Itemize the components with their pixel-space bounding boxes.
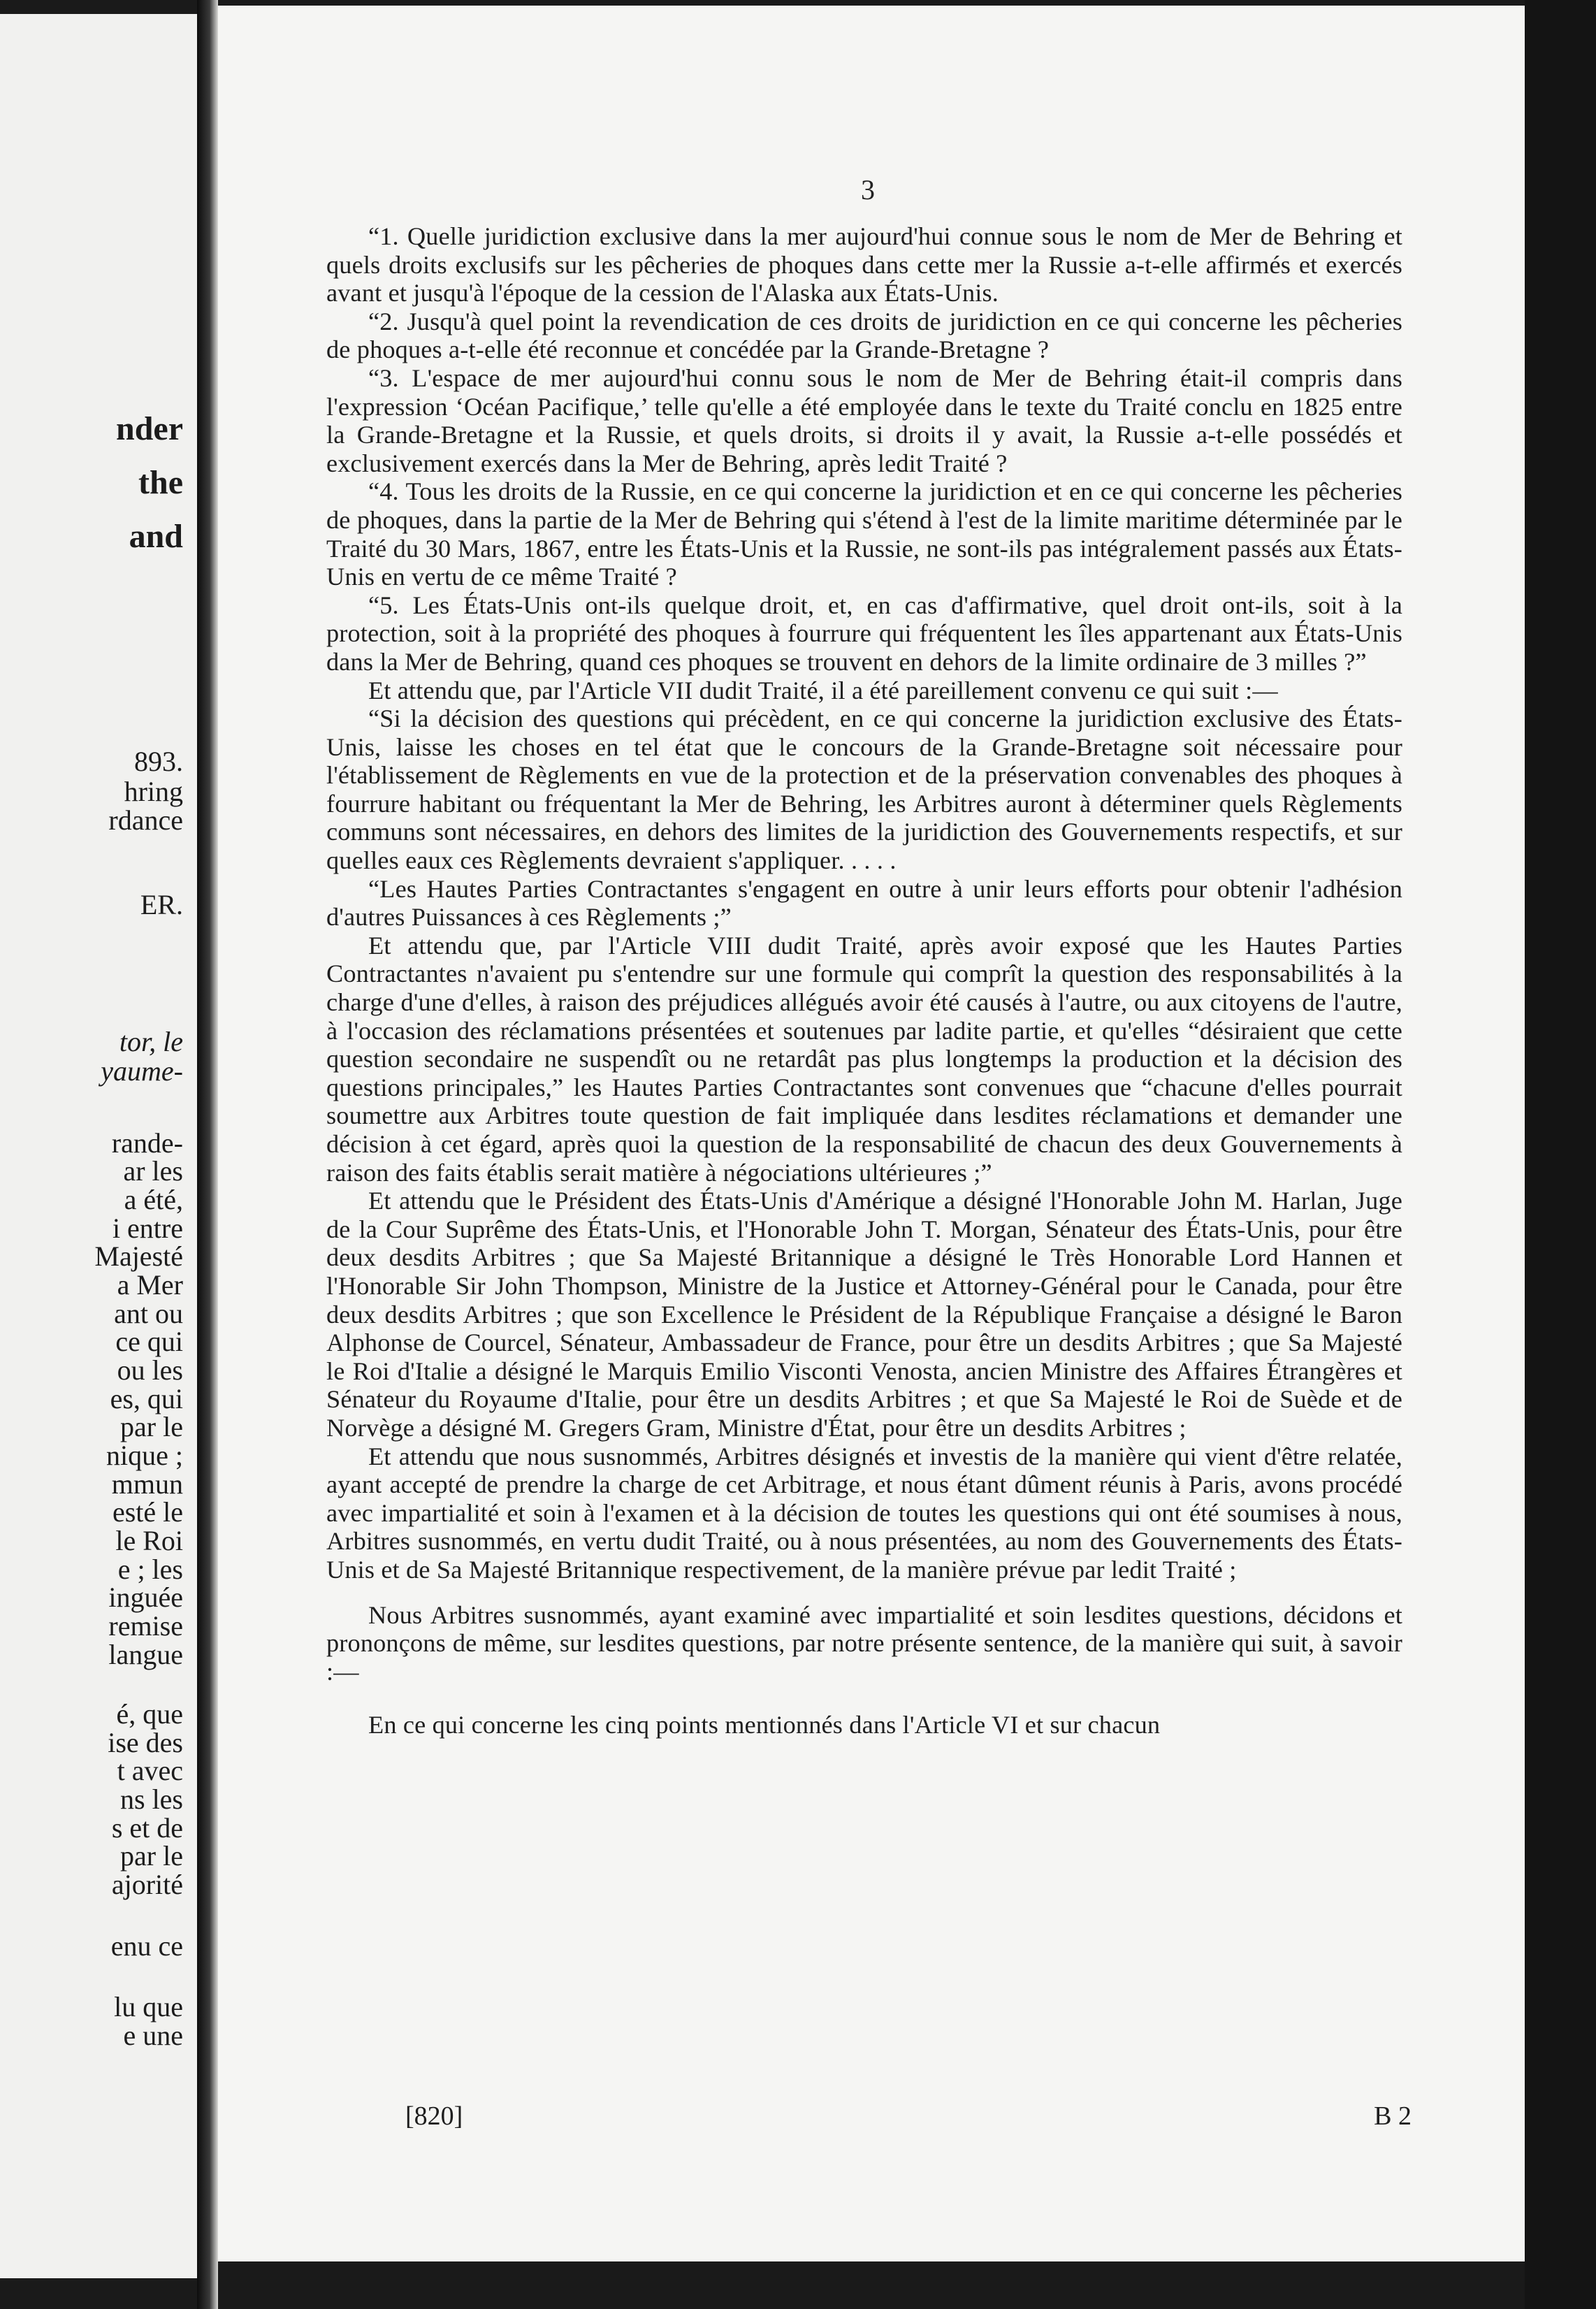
left-page-line: le Roi <box>115 1525 183 1556</box>
paragraph-five-points: En ce qui concerne les cinq points mentionnés dans l'Article VI et sur chacun <box>368 1711 1161 1739</box>
paragraph-question-4: “4. Tous les droits de la Russie, en ce qui concerne la juridiction et en ce qui concerne les pêcheries de phoques, dans la partie de la Mer de Behring qui s'étend à l'est de la limite maritime déterminée par le Traité du 30 Mars, 1867, entre les États-Unis et la Russie, ne sont-ils pas intégralement passés aux États-Unis en vertu de ce même Traité ? <box>326 477 1402 591</box>
left-page-line: rdance <box>108 804 183 836</box>
paragraph-article-viii: Et attendu que, par l'Article VIII dudit Traité, après avoir exposé que les Hautes Parties Contractantes n'avaient pu s'entendre sur une formule qui comprît la question des responsabilités à la charge d'une d'elles, à raison des préjudices allégués avoir été causés à l'autre, ou aux citoyens de l'autre, à l'occasion des réclamations présentées et soutenues par ladite partie, et qu'elles “désiraient que cette question secondaire ne suspendît ou ne retardât pas plus longtemps la production et la décision des questions principales,” les Hautes Parties Contractantes sont convenues que “chacune d'elles pourrait soumettre aux Arbitres toute question de fait impliquée dans lesdites réclamations et demander une décision à cet égard, après quoi la question de la responsabilité de chacun des deux Gouvernements à raison des faits établis serait matière à négociations ultérieures ;” <box>326 931 1402 1187</box>
left-page-line: ajorité <box>111 1869 183 1900</box>
previous-page-strip <box>0 14 197 2278</box>
left-page-line: ER. <box>140 889 183 920</box>
page-number: 3 <box>861 174 875 205</box>
left-page-line: mmun <box>111 1468 183 1500</box>
page-footer <box>405 2101 1412 2136</box>
left-page-line: e une <box>123 2020 183 2051</box>
left-page-line: a Mer <box>117 1269 183 1301</box>
left-page-line: yaume- <box>101 1055 183 1087</box>
left-page-line: langue <box>108 1639 183 1670</box>
left-page-line: é, que <box>116 1698 183 1730</box>
book-gutter <box>197 0 218 2309</box>
left-page-line: i entre <box>112 1213 183 1244</box>
left-page-line: s et de <box>111 1812 183 1844</box>
left-page-line: Majesté <box>94 1240 183 1272</box>
left-page-line: ant ou <box>114 1298 183 1329</box>
signature-code: B 2 <box>1374 2101 1412 2131</box>
paragraph-contracting-parties: “Les Hautes Parties Contractantes s'engagent en outre à unir leurs efforts pour obtenir l'adhésion d'autres Puissances à ces Règlements ;” <box>326 874 1402 932</box>
left-page-line: es, qui <box>110 1383 183 1414</box>
left-page-line: hring <box>124 776 183 807</box>
paragraph-article-vii: Et attendu que, par l'Article VII dudit Traité, il a été pareillement convenu ce qui suit :— <box>368 676 1278 704</box>
left-page-line: ise des <box>108 1727 183 1758</box>
left-page-line: t avec <box>117 1755 183 1786</box>
left-page-line: tor, le <box>119 1026 183 1057</box>
left-page-line: and <box>129 518 183 555</box>
left-page-line: nder <box>116 410 183 447</box>
left-page-line: par le <box>120 1411 183 1442</box>
left-page-line: remise <box>108 1610 183 1642</box>
left-page-line: lu que <box>114 1991 183 2022</box>
left-page-line: e ; les <box>117 1554 183 1585</box>
left-page-line: ns les <box>120 1783 183 1815</box>
document-page <box>218 6 1525 2261</box>
left-page-line: ce qui <box>115 1326 183 1357</box>
print-mark: [820] <box>405 2101 463 2131</box>
paragraph-question-2: “2. Jusqu'à quel point la revendication de ces droits de juridiction en ce qui concerne les pêcheries de phoques a-t-elle été reconnue et concédée par la Grande-Bretagne ? <box>326 307 1402 364</box>
page-body <box>326 222 1402 1739</box>
left-page-line: inguée <box>108 1581 183 1613</box>
left-page-line: ou les <box>117 1354 183 1386</box>
paragraph-arbitrators-met: Et attendu que nous susnommés, Arbitres désignés et investis de la manière qui vient d'être relatée, ayant accepté de prendre la charge de cet Arbitrage, et nous étant dûment réunis à Paris, avons procédé avec impartialité et soin à l'examen et à la décision de toutes les questions qui ont été soumises à nous, Arbitres susnommés, en vertu dudit Traité, ou à nous présentées, au nom des Gouvernements des États-Unis et de Sa Majesté Britannique respectivement, de la manière prévue par ledit Traité ; <box>326 1442 1402 1584</box>
page-edge-shadow <box>1525 0 1596 2309</box>
paragraph-arbitrators-designated: Et attendu que le Président des États-Unis d'Amérique a désigné l'Honorable John M. Harlan, Juge de la Cour Suprême des États-Unis, et l'Honorable John T. Morgan, Sénateur des États-Unis, pour être deux desdits Arbitres ; que Sa Majesté Britannique a désigné le Très Honorable Lord Hannen et l'Honorable Sir John Thompson, Ministre de la Justice et Attorney-Général pour le Canada, pour être deux desdits Arbitres ; que son Excellence le Président de la République Française a désigné le Baron Alphonse de Courcel, Sénateur, Ambassadeur de France, pour être un desdits Arbitres ; que Sa Majesté le Roi d'Italie a désigné le Marquis Emilio Visconti Venosta, ancien Ministre des Affaires Étrangères et Sénateur du Royaume d'Italie, pour être un desdits Arbitres ; et que Sa Majesté le Roi de Suède et de Norvège a désigné M. Gregers Gram, Ministre d'État, pour être un desdits Arbitres ; <box>326 1187 1402 1442</box>
left-page-line: nique ; <box>106 1440 183 1471</box>
left-page-line: rande- <box>111 1127 183 1159</box>
paragraph-question-1: “1. Quelle juridiction exclusive dans la mer aujourd'hui connue sous le nom de Mer de Behring et quels droits exclusifs sur les pêcheries de phoques dans cette mer la Russie a-t-elle affirmés et exercés avant et jusqu'à l'époque de la cession de l'Alaska aux États-Unis. <box>326 222 1402 307</box>
left-page-line: 893. <box>134 746 183 777</box>
paragraph-question-5: “5. Les États-Unis ont-ils quelque droit, et, en cas d'affirmative, quel droit ont-ils, soit à la protection, soit à la propriété des phoques à fourrure qui fréquentent les îles appartenant aux États-Unis dans la Mer de Behring, quand ces phoques se trouvent en dehors de la limite ordinaire de 3 milles ?” <box>326 591 1402 676</box>
paragraph-question-3: “3. L'espace de mer aujourd'hui connu sous le nom de Mer de Behring était-il compris dans l'expression ‘Océan Pacifique,’ telle qu'elle a été employée dans le texte du Traité conclu en 1825 entre la Grande-Bretagne et la Russie, et quels droits, si droits il y avait, la Russie a-t-elle possédés et exclusivement exercés dans la Mer de Behring, après ledit Traité ? <box>326 363 1402 477</box>
left-page-line: esté le <box>112 1496 183 1528</box>
left-page-line: enu ce <box>110 1930 183 1962</box>
paragraph-article-vii-quote: “Si la décision des questions qui précèdent, en ce qui concerne la juridiction exclusive des États-Unis, laisse les choses en tel état que le concours de la Grande-Bretagne soit nécessaire pour l'établissement de Règlements en vue de la protection et de la préservation convenables des phoques à fourrure habitant ou fréquentant la Mer de Behring, les Arbitres auront à déterminer quels Règlements communs sont nécessaires, en dehors des limites de la juridiction des Gouvernements respectifs, et sur quelles eaux ces Règlements devraient s'appliquer. . . . . <box>326 704 1402 875</box>
left-page-line: par le <box>120 1840 183 1872</box>
left-page-line: ar les <box>123 1155 183 1187</box>
left-page-line: a été, <box>124 1184 183 1215</box>
left-page-line: the <box>138 464 183 501</box>
paragraph-decision: Nous Arbitres susnommés, ayant examiné avec impartialité et soin lesdites questions, décidons et prononçons de même, sur lesdites questions, par notre présente sentence, de la manière qui suit, à savoir :— <box>326 1600 1402 1686</box>
